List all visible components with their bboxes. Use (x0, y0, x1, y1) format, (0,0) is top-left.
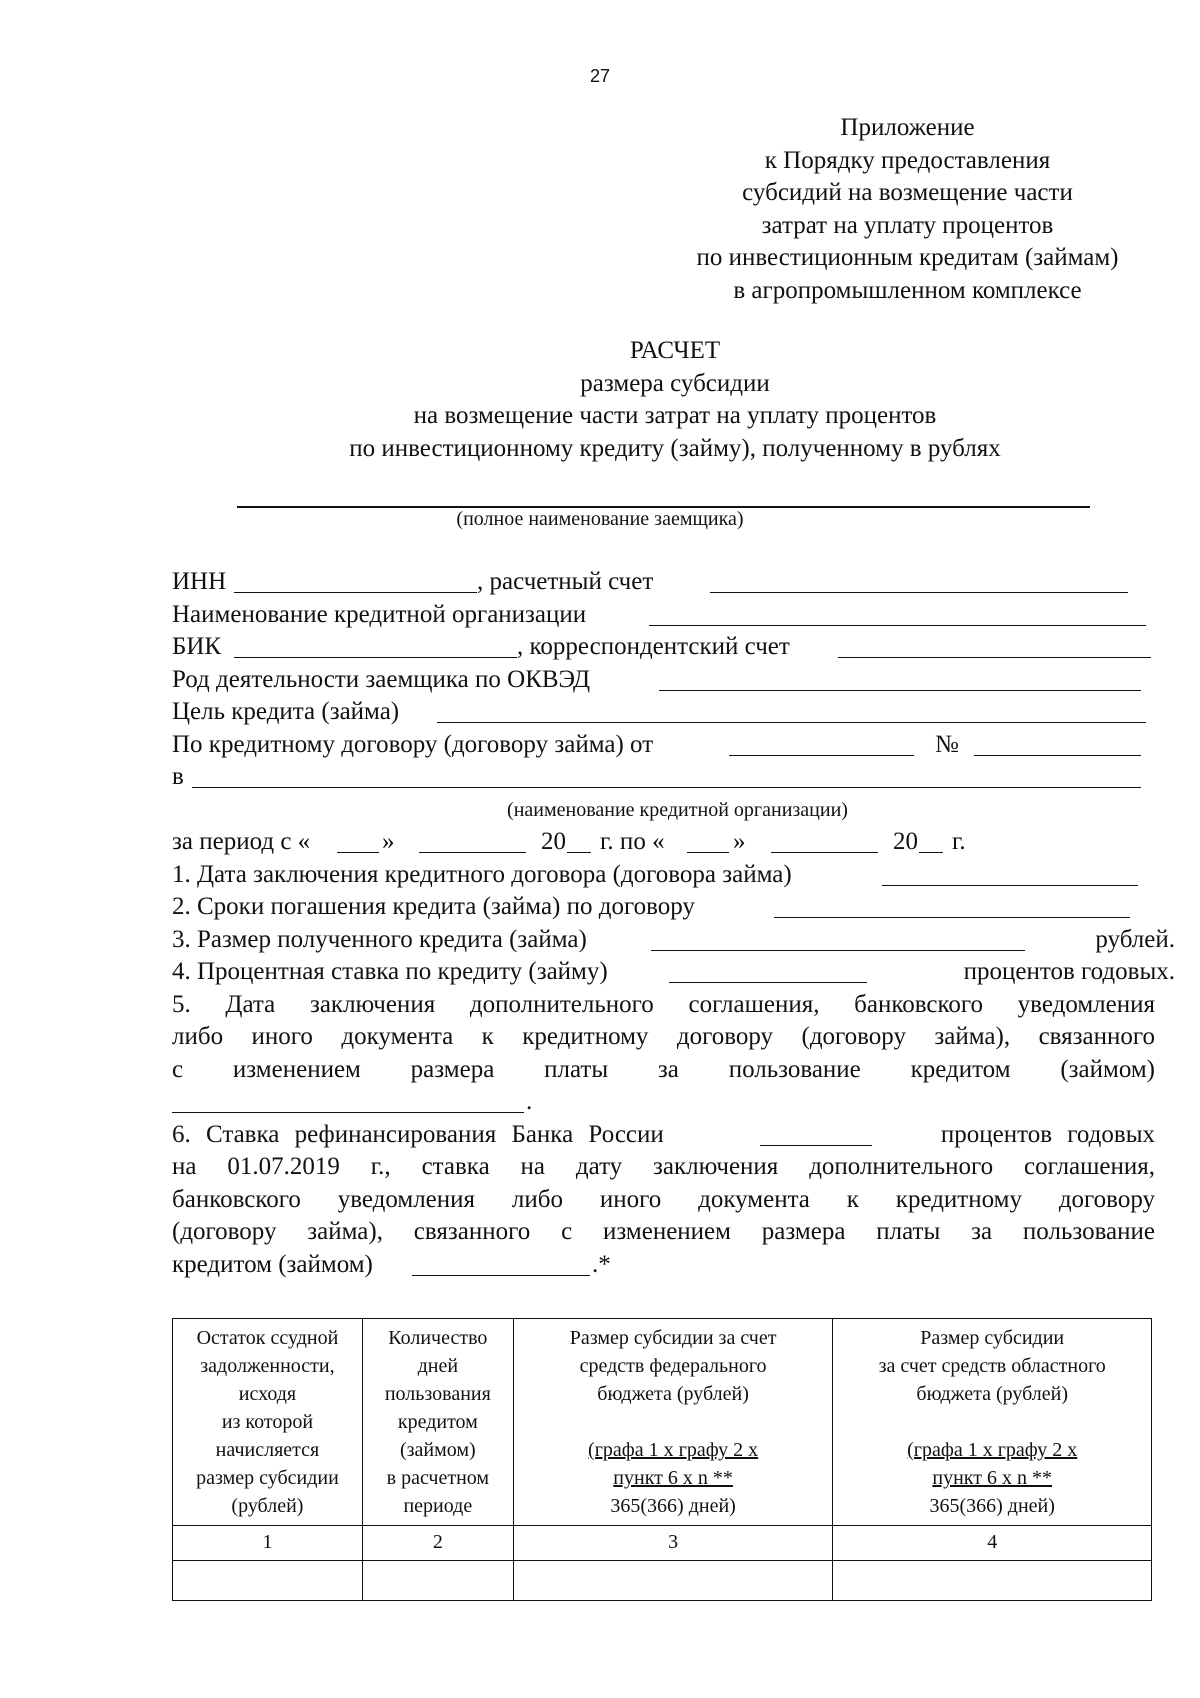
appendix-line: в агропромышленном комплексе (733, 276, 1082, 304)
item-4-label: 4. Процентная ставка по кредиту (займу) (172, 958, 608, 985)
item-6-last-line (172, 1249, 1183, 1282)
column-number: 2 (362, 1526, 513, 1561)
item-6 (172, 1151, 1155, 1249)
header-line: дней (417, 1355, 459, 1377)
table-cell-federal-subsidy[interactable] (513, 1561, 833, 1601)
interest-rate-field[interactable] (669, 982, 867, 983)
table-cell-loan-balance[interactable] (173, 1561, 363, 1601)
item-2-label: 2. Сроки погашения кредита (займа) по договору (172, 893, 695, 920)
contract-from-label: По кредитному договору (договору займа) от (172, 730, 654, 758)
header-federal-subsidy (513, 1319, 833, 1526)
purpose-label: Цель кредита (займа) (172, 698, 400, 725)
bank-in-line (172, 761, 1183, 794)
appendix-line: затрат на уплату процентов (761, 211, 1054, 239)
bik-field[interactable] (234, 657, 517, 658)
header-line: за счет средств областного (878, 1355, 1106, 1377)
item-5-line: 5. Дата заключения дополнительного соглашения, банковского уведомления (172, 990, 1155, 1018)
table-header-row (173, 1319, 1152, 1526)
item-6-first-line (172, 1119, 1155, 1152)
header-line: бюджета (рублей) (597, 1383, 749, 1405)
quote-close: » (733, 828, 746, 855)
item-3-label: 3. Размер полученного кредита (займа) (172, 925, 587, 953)
formula-numerator: пункт 6 x n ** (932, 1467, 1052, 1489)
corr-account-field[interactable] (838, 657, 1151, 658)
form-fields (172, 566, 1183, 1281)
okved-line (172, 664, 1183, 697)
item-5-line: с изменением размера платы за пользование кредитом (займом) (172, 1055, 1155, 1083)
period-line (172, 826, 1183, 859)
table-cell-regional-subsidy[interactable] (833, 1561, 1152, 1601)
item-4-suffix: процентов годовых. (963, 958, 1175, 985)
period-end-month-field[interactable] (771, 852, 878, 853)
table-cell-days-count[interactable] (362, 1561, 513, 1601)
inn-line (172, 566, 1183, 599)
item-6-last: кредитом (займом) (172, 1250, 373, 1278)
period-start-day-field[interactable] (337, 852, 379, 853)
contract-conclusion-date-field[interactable] (882, 885, 1138, 886)
item-3 (172, 924, 1183, 957)
okved-label: Род деятельности заемщика по ОКВЭД (172, 665, 591, 693)
repayment-terms-field[interactable] (774, 917, 1130, 918)
item-1-label: 1. Дата заключения кредитного договора (договора займа) (172, 860, 792, 888)
year-prefix: 20 (893, 828, 918, 855)
credit-organization-field[interactable] (192, 787, 1141, 788)
item-5-end: . (526, 1088, 533, 1115)
header-days-count (362, 1319, 513, 1526)
appendix-header (640, 112, 1175, 307)
formula-numerator: (графа 1 x графу 2 x (588, 1439, 759, 1461)
bik-label: БИК (172, 633, 222, 660)
contract-number-field[interactable] (974, 755, 1141, 756)
appendix-line: к Порядку предоставления (764, 146, 1051, 174)
item-5-blank-line (172, 1086, 1183, 1119)
item-6-line: на 01.07.2019 г., ставка на дату заключения дополнительного соглашения, (172, 1153, 1155, 1180)
spacer (517, 1408, 830, 1436)
bank-caption: (наименование кредитной организации) (507, 798, 848, 821)
account-field[interactable] (710, 592, 1128, 593)
header-line: исходя (238, 1383, 297, 1405)
header-loan-balance (173, 1319, 363, 1526)
contract-date-field[interactable] (729, 755, 914, 756)
header-line: задолженности, (200, 1355, 335, 1377)
purpose-line (172, 696, 1183, 729)
spacer (836, 1408, 1148, 1436)
title-line: по инвестиционному кредиту (займу), полученному в рублях (349, 434, 1001, 462)
header-line: бюджета (рублей) (916, 1383, 1068, 1405)
appendix-line: субсидий на возмещение части (742, 179, 1073, 206)
item-2 (172, 891, 1183, 924)
formula-denominator: 365(366) дней) (610, 1495, 736, 1517)
table-row (173, 1561, 1152, 1601)
header-line: кредитом (397, 1411, 478, 1433)
item-6-line: (договору займа), связанного с изменением размера платы за пользование (172, 1218, 1155, 1245)
corr-account-label: , корреспондентский счет (517, 633, 790, 660)
number-sign: № (935, 730, 959, 758)
item-6-end: .* (592, 1250, 611, 1278)
borrower-caption: (полное наименование заемщика) (456, 508, 744, 530)
header-line: периоде (403, 1495, 473, 1517)
title-line: на возмещение части затрат на уплату процентов (413, 402, 937, 429)
bank-name-field[interactable] (649, 625, 1146, 626)
appendix-line: по инвестиционным кредитам (займам) (696, 244, 1119, 271)
item-3-suffix: рублей. (1095, 925, 1175, 953)
item-1 (172, 859, 1183, 892)
inn-label: ИНН (172, 568, 227, 595)
in-label: в (172, 763, 184, 790)
okved-field[interactable] (659, 690, 1141, 691)
title-line: размера субсидии (580, 369, 770, 397)
header-line: Остаток ссудной (196, 1327, 339, 1349)
period-start-year-field[interactable] (567, 852, 591, 853)
supplementary-agreement-date-field[interactable] (172, 1112, 524, 1113)
bank-name-label: Наименование кредитной организации (172, 600, 587, 628)
document-title (170, 335, 1180, 465)
contract-line (172, 729, 1183, 762)
item-5 (172, 989, 1155, 1087)
period-start-month-field[interactable] (419, 852, 526, 853)
header-line: размер субсидии (196, 1467, 339, 1489)
period-to-label: г. по « (600, 828, 665, 855)
item-4 (172, 956, 1183, 989)
period-end-year-field[interactable] (919, 852, 943, 853)
period-end-day-field[interactable] (687, 852, 729, 853)
item-5-line: либо иного документа к кредитному договору (договору займа), связанного (172, 1023, 1155, 1050)
item-6-line: банковского уведомления либо иного документа к кредитному договору (172, 1185, 1155, 1213)
header-line: (займом) (399, 1439, 476, 1461)
formula-numerator: пункт 6 x n ** (613, 1467, 733, 1489)
column-number: 1 (173, 1526, 363, 1561)
header-line: начисляется (215, 1439, 320, 1461)
quote-close: » (382, 828, 395, 855)
appendix-line: Приложение (840, 114, 975, 141)
inn-field[interactable] (234, 592, 477, 593)
subsidy-calculation-table (172, 1318, 1152, 1601)
item-6-suffix: процентов годовых (940, 1120, 1155, 1148)
header-line: Количество (388, 1327, 488, 1349)
header-line: пользования (384, 1383, 491, 1405)
bank-name-line (172, 599, 1183, 632)
supplementary-rate-field[interactable] (412, 1275, 590, 1276)
column-number: 3 (513, 1526, 833, 1561)
page-number: 27 (589, 66, 611, 86)
formula-denominator: 365(366) дней) (929, 1495, 1055, 1517)
header-line: (рублей) (231, 1495, 304, 1517)
table-column-numbers-row (173, 1526, 1152, 1561)
purpose-field[interactable] (437, 722, 1146, 723)
formula-numerator: (графа 1 x графу 2 x (907, 1439, 1078, 1461)
header-line: в расчетном (386, 1467, 490, 1489)
year-prefix: 20 (541, 828, 566, 855)
bik-line (172, 631, 1183, 664)
title-heading: РАСЧЕТ (629, 337, 721, 364)
header-line: из которой (221, 1411, 314, 1433)
column-number: 4 (833, 1526, 1152, 1561)
refinancing-rate-field[interactable] (760, 1145, 872, 1146)
header-line: средств федерального (579, 1355, 767, 1377)
period-label: за период с « (172, 828, 311, 855)
year-suffix: г. (952, 828, 966, 855)
item-6-label: 6. Ставка рефинансирования Банка России (172, 1120, 664, 1148)
header-regional-subsidy (833, 1319, 1152, 1526)
credit-amount-field[interactable] (651, 950, 1025, 951)
account-label: , расчетный счет (477, 568, 654, 595)
header-line: Размер субсидии за счет (569, 1327, 777, 1349)
header-line: Размер субсидии (920, 1327, 1065, 1349)
